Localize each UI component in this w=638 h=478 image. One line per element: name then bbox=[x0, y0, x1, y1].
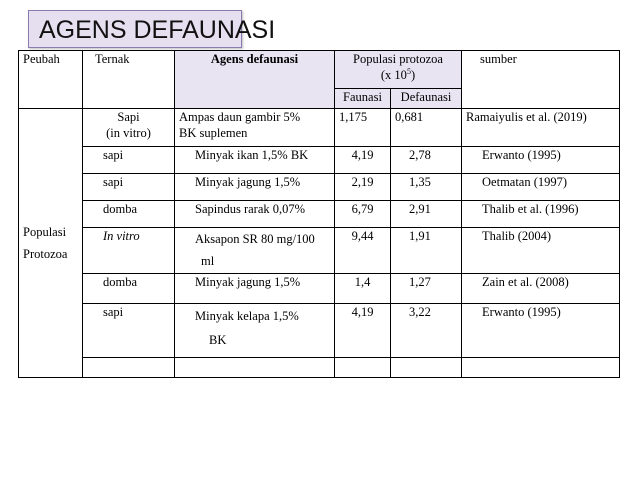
faunasi-cell: 1,4 bbox=[335, 274, 391, 304]
sumber-cell: Thalib et al. (1996) bbox=[462, 201, 620, 228]
faunasi-cell: 4,19 bbox=[335, 147, 391, 174]
defaunasi-cell: 1,91 bbox=[391, 228, 462, 274]
sumber-cell: Oetmatan (1997) bbox=[462, 174, 620, 201]
header-populasi-line1: Populasi protozoa bbox=[353, 52, 443, 66]
header-agens: Agens defaunasi bbox=[175, 51, 335, 109]
header-populasi-sup: 5 bbox=[406, 66, 411, 76]
table-row bbox=[19, 201, 620, 228]
sumber-cell: Ramaiyulis et al. (2019) bbox=[462, 109, 620, 147]
empty-cell bbox=[335, 358, 391, 378]
empty-cell bbox=[391, 358, 462, 378]
sumber-cell: Erwanto (1995) bbox=[462, 304, 620, 358]
empty-cell bbox=[462, 358, 620, 378]
table-row bbox=[19, 174, 620, 201]
faunasi-cell: 1,175 bbox=[335, 109, 391, 147]
defaunasi-cell: 2,91 bbox=[391, 201, 462, 228]
peubah-line1: Populasi bbox=[23, 225, 67, 239]
defaunasi-cell: 1,27 bbox=[391, 274, 462, 304]
header-peubah: Peubah bbox=[19, 51, 83, 109]
header-row bbox=[19, 51, 620, 89]
defaunasi-cell: 2,78 bbox=[391, 147, 462, 174]
ternak-cell: domba bbox=[83, 274, 175, 304]
agens-cell: Aksapon SR 80 mg/100 ml bbox=[175, 228, 335, 274]
peubah-cell bbox=[19, 109, 83, 378]
defaunasi-cell: 0,681 bbox=[391, 109, 462, 147]
agens-cell: Minyak kelapa 1,5% BK bbox=[175, 304, 335, 358]
header-populasi-line2: (x $10^5$) bbox=[380, 66, 416, 82]
agens-cell: Minyak jagung 1,5% bbox=[175, 274, 335, 304]
sumber-cell: Zain et al. (2008) bbox=[462, 274, 620, 304]
header-ternak: Ternak bbox=[83, 51, 175, 109]
ternak-cell: sapi bbox=[83, 174, 175, 201]
header-sumber: sumber bbox=[462, 51, 620, 109]
agens-cell: Ampas daun gambir 5% BK suplemen bbox=[175, 109, 335, 147]
ternak-cell: sapi bbox=[83, 304, 175, 358]
agens-cell: Sapindus rarak 0,07% bbox=[175, 201, 335, 228]
header-faunasi: Faunasi bbox=[335, 89, 391, 109]
faunasi-cell: 6,79 bbox=[335, 201, 391, 228]
sumber-cell: Erwanto (1995) bbox=[462, 147, 620, 174]
sumber-cell: Thalib (2004) bbox=[462, 228, 620, 274]
agens-cell: Minyak ikan 1,5% BK bbox=[175, 147, 335, 174]
faunasi-cell: 4,19 bbox=[335, 304, 391, 358]
table-row-empty bbox=[19, 358, 620, 378]
table-row bbox=[19, 304, 620, 358]
table-row bbox=[19, 228, 620, 274]
ternak-cell: sapi bbox=[83, 147, 175, 174]
table-row bbox=[19, 147, 620, 174]
empty-cell bbox=[83, 358, 175, 378]
defaunasi-cell: 1,35 bbox=[391, 174, 462, 201]
empty-cell bbox=[175, 358, 335, 378]
peubah-line2: Protozoa bbox=[23, 247, 68, 261]
defaunasi-cell: 3,22 bbox=[391, 304, 462, 358]
ternak-cell: In vitro bbox=[83, 228, 175, 274]
agens-cell: Minyak jagung 1,5% bbox=[175, 174, 335, 201]
slide-title: AGENS DEFAUNASI bbox=[28, 10, 242, 48]
ternak-cell: domba bbox=[83, 201, 175, 228]
faunasi-cell: 2,19 bbox=[335, 174, 391, 201]
ternak-cell: Sapi (in vitro) bbox=[83, 109, 175, 147]
defaunation-table bbox=[18, 50, 620, 378]
table-row bbox=[19, 109, 620, 147]
header-populasi bbox=[335, 51, 462, 89]
header-defaunasi: Defaunasi bbox=[391, 89, 462, 109]
faunasi-cell: 9,44 bbox=[335, 228, 391, 274]
table-row bbox=[19, 274, 620, 304]
